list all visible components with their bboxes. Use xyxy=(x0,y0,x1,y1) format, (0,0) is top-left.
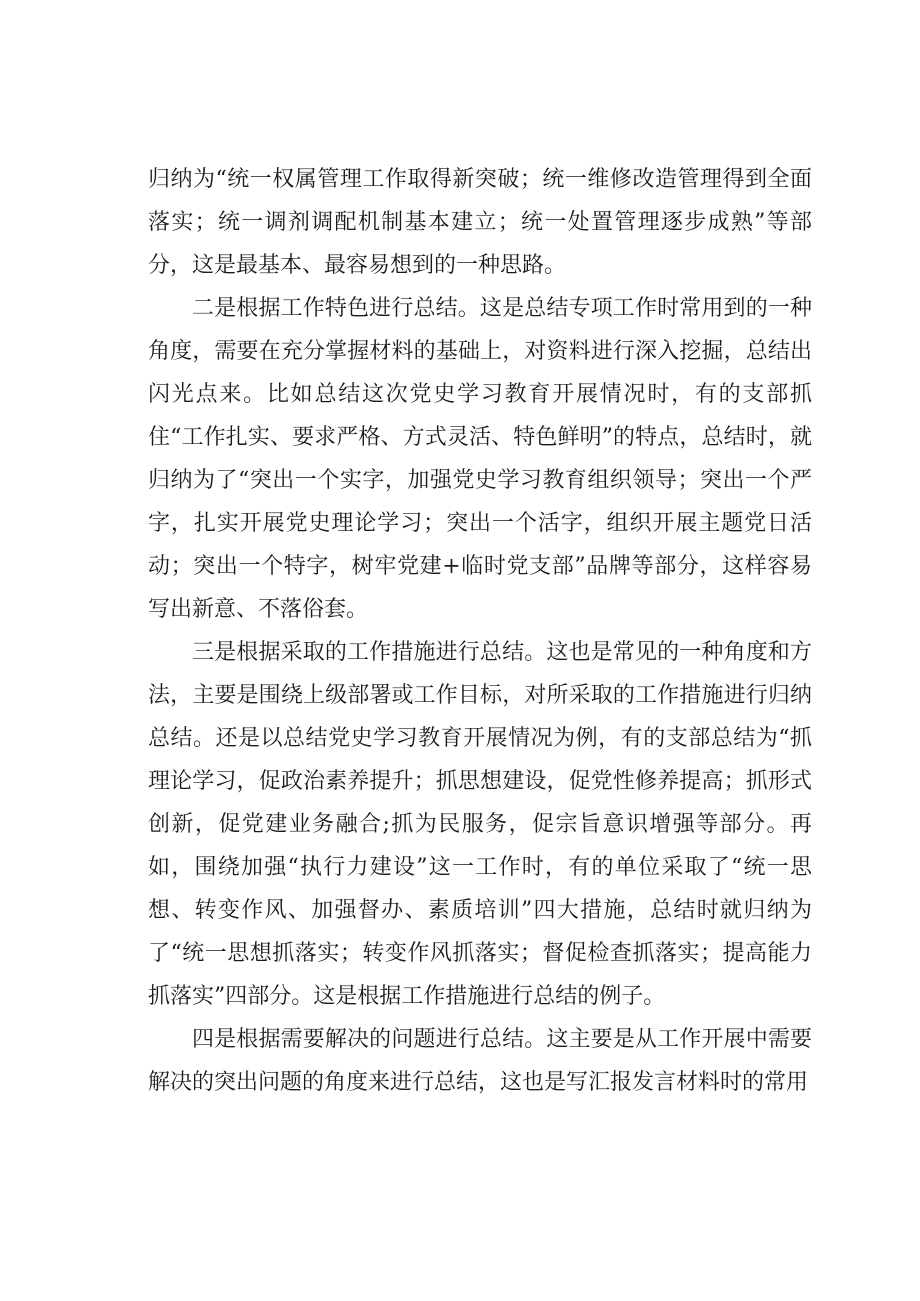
paragraph-1: 归纳为“统一权属管理工作取得新突破；统一维修改造管理得到全面落实；统一调剂调配机制基本建立；统一处置管理逐步成熟”等部分，这是最基本、最容易想到的一种思路。 xyxy=(148,167,812,278)
paragraph-2: 二是根据工作特色进行总结。这是总结专项工作时常用到的一种角度，需要在充分掌握材料的基础上，对资料进行深入挖掘，总结出闪光点来。比如总结这次党史学习教育开展情况时，有的支部抓住“工作扎实、要求严格、方式灵活、特色鲜明”的特点，总结时，就归纳为了“突出一个实字，加强党史学习教育组织领导；突出一个严字，扎实开展党史理论学习；突出一个活字，组织开展主题党日活动；突出一个特字，树牢党建+临时党支部”品牌等部分，这样容易写出新意、不落俗套。 xyxy=(148,296,812,622)
paragraph-4: 四是根据需要解决的问题进行总结。这主要是从工作开展中需要解决的突出问题的角度来进行总结，这也是写汇报发言材料时的常用 xyxy=(148,1027,812,1095)
document-body xyxy=(148,158,812,1104)
paragraph-3: 三是根据采取的工作措施进行总结。这也是常见的一种角度和方法，主要是围绕上级部署或工作目标，对所采取的工作措施进行归纳总结。还是以总结党史学习教育开展情况为例，有的支部总结为“抓理论学习，促政治素养提升；抓思想建设，促党性修养提高；抓形式创新，促党建业务融合;抓为民服务，促宗旨意识增强等部分。再如，围绕加强“执行力建设”这一工作时，有的单位采取了“统一思想、转变作风、加强督办、素质培训”四大措施，总结时就归纳为了“统一思想抓落实；转变作风抓落实；督促检查抓落实；提高能力抓落实”四部分。这是根据工作措施进行总结的例子。 xyxy=(148,640,812,1009)
